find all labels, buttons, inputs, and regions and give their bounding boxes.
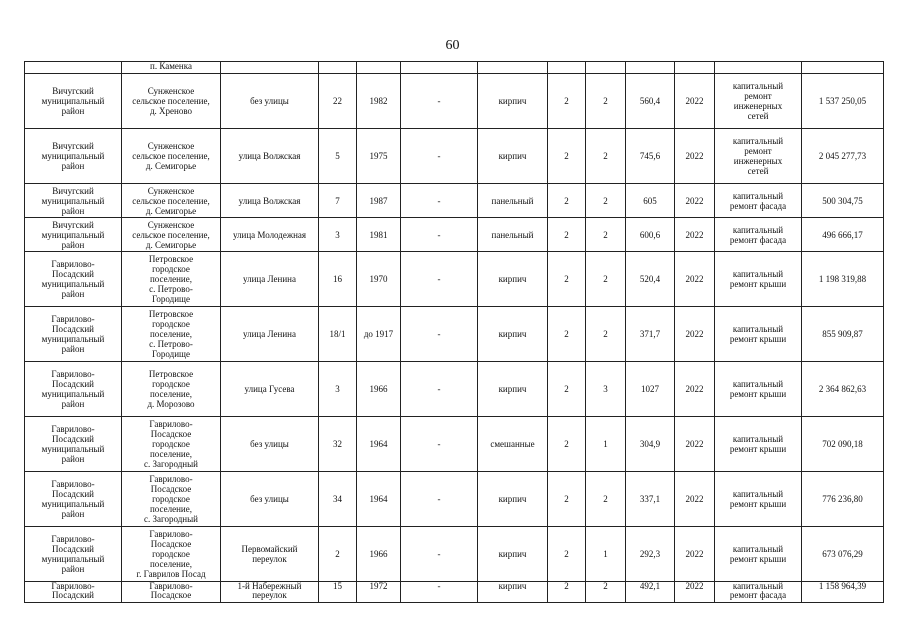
year-built-cell: 1964 — [357, 417, 401, 472]
entrances-cell: 2 — [586, 74, 626, 129]
settlement-cell: Петровское городское поселение, д. Морозово — [122, 362, 221, 417]
wall-material-cell: панельный — [478, 218, 548, 252]
floors-cell: 2 — [548, 527, 586, 582]
district-cell: Гаврилово- Посадский муниципальный район — [25, 362, 122, 417]
street-cell: Первомайский переулок — [221, 527, 319, 582]
district-cell: Вичугский муниципальный район — [25, 129, 122, 184]
house-number-cell: 34 — [319, 472, 357, 527]
house-number-cell — [319, 62, 357, 74]
year-built-cell: 1964 — [357, 472, 401, 527]
repair-type-cell: капитальный ремонт крыши — [715, 417, 802, 472]
year-commissioned-cell: - — [401, 252, 478, 307]
street-cell: без улицы — [221, 472, 319, 527]
district-cell: Гаврилово- Посадский муниципальный район — [25, 472, 122, 527]
year-commissioned-cell: - — [401, 582, 478, 603]
repair-type-cell: капитальный ремонт крыши — [715, 472, 802, 527]
area-cell: 600,6 — [626, 218, 675, 252]
street-cell — [221, 62, 319, 74]
repair-type-cell: капитальный ремонт фасада — [715, 184, 802, 218]
year-commissioned-cell: - — [401, 472, 478, 527]
house-number-cell: 32 — [319, 417, 357, 472]
floors-cell: 2 — [548, 582, 586, 603]
settlement-cell: Петровское городское поселение, с. Петрово- Городище — [122, 307, 221, 362]
entrances-cell: 2 — [586, 218, 626, 252]
repair-type-cell: капитальный ремонт инженерных сетей — [715, 74, 802, 129]
year-commissioned-cell: - — [401, 218, 478, 252]
year-commissioned-cell: - — [401, 129, 478, 184]
wall-material-cell: кирпич — [478, 362, 548, 417]
district-cell: Гаврилово- Посадский муниципальный район — [25, 307, 122, 362]
area-cell: 371,7 — [626, 307, 675, 362]
district-cell: Гаврилово- Посадский — [25, 582, 122, 603]
floors-cell: 2 — [548, 417, 586, 472]
settlement-cell: Гаврилово- Посадское городское поселение, г. Гаврилов Посад — [122, 527, 221, 582]
year-built-cell: 1975 — [357, 129, 401, 184]
cost-cell: 500 304,75 — [802, 184, 884, 218]
entrances-cell: 3 — [586, 362, 626, 417]
cost-cell — [802, 62, 884, 74]
entrances-cell: 2 — [586, 582, 626, 603]
district-cell: Гаврилово- Посадский муниципальный район — [25, 527, 122, 582]
house-number-cell: 7 — [319, 184, 357, 218]
repair-year-cell: 2022 — [675, 307, 715, 362]
area-cell: 560,4 — [626, 74, 675, 129]
district-cell: Вичугский муниципальный район — [25, 184, 122, 218]
cost-cell: 1 537 250,05 — [802, 74, 884, 129]
house-number-cell: 3 — [319, 218, 357, 252]
year-built-cell: 1966 — [357, 527, 401, 582]
entrances-cell: 2 — [586, 252, 626, 307]
table-row — [25, 62, 884, 74]
repair-year-cell: 2022 — [675, 74, 715, 129]
house-number-cell: 16 — [319, 252, 357, 307]
entrances-cell: 1 — [586, 527, 626, 582]
entrances-cell: 2 — [586, 472, 626, 527]
year-commissioned-cell: - — [401, 74, 478, 129]
cost-cell: 1 158 964,39 — [802, 582, 884, 603]
repair-year-cell: 2022 — [675, 184, 715, 218]
table-row — [25, 74, 884, 129]
area-cell: 745,6 — [626, 129, 675, 184]
year-built-cell: 1972 — [357, 582, 401, 603]
entrances-cell: 2 — [586, 184, 626, 218]
table-row — [25, 472, 884, 527]
floors-cell: 2 — [548, 307, 586, 362]
repair-year-cell: 2022 — [675, 218, 715, 252]
year-built-cell: 1987 — [357, 184, 401, 218]
entrances-cell — [586, 62, 626, 74]
settlement-cell: Гаврилово- Посадское городское поселение, с. Загородный — [122, 472, 221, 527]
area-cell: 605 — [626, 184, 675, 218]
street-cell: без улицы — [221, 417, 319, 472]
year-built-cell: 1982 — [357, 74, 401, 129]
year-commissioned-cell: - — [401, 417, 478, 472]
year-commissioned-cell: - — [401, 307, 478, 362]
street-cell: улица Ленина — [221, 252, 319, 307]
house-number-cell: 3 — [319, 362, 357, 417]
repair-type-cell: капитальный ремонт крыши — [715, 362, 802, 417]
repair-type-cell: капитальный ремонт инженерных сетей — [715, 129, 802, 184]
entrances-cell: 1 — [586, 417, 626, 472]
settlement-cell: Гаврилово- Посадское — [122, 582, 221, 603]
wall-material-cell: кирпич — [478, 252, 548, 307]
settlement-cell: Гаврилово- Посадское городское поселение, с. Загородный — [122, 417, 221, 472]
repair-year-cell: 2022 — [675, 527, 715, 582]
floors-cell — [548, 62, 586, 74]
district-cell: Гаврилово- Посадский муниципальный район — [25, 252, 122, 307]
repair-year-cell: 2022 — [675, 362, 715, 417]
repair-year-cell: 2022 — [675, 252, 715, 307]
page-number: 60 — [445, 38, 460, 53]
year-commissioned-cell: - — [401, 527, 478, 582]
floors-cell: 2 — [548, 218, 586, 252]
area-cell: 337,1 — [626, 472, 675, 527]
district-cell: Вичугский муниципальный район — [25, 74, 122, 129]
settlement-cell: Сунженское сельское поселение, д. Семигорье — [122, 184, 221, 218]
cost-cell: 702 090,18 — [802, 417, 884, 472]
entrances-cell: 2 — [586, 307, 626, 362]
repair-year-cell: 2022 — [675, 472, 715, 527]
repair-year-cell: 2022 — [675, 417, 715, 472]
street-cell: улица Ленина — [221, 307, 319, 362]
area-cell — [626, 62, 675, 74]
table-row — [25, 417, 884, 472]
floors-cell: 2 — [548, 74, 586, 129]
cost-cell: 2 045 277,73 — [802, 129, 884, 184]
street-cell: улица Молодежная — [221, 218, 319, 252]
wall-material-cell: кирпич — [478, 527, 548, 582]
house-number-cell: 15 — [319, 582, 357, 603]
repair-year-cell — [675, 62, 715, 74]
district-cell: Гаврилово- Посадский муниципальный район — [25, 417, 122, 472]
cost-cell: 776 236,80 — [802, 472, 884, 527]
wall-material-cell: кирпич — [478, 472, 548, 527]
repair-type-cell: капитальный ремонт крыши — [715, 527, 802, 582]
district-cell — [25, 62, 122, 74]
area-cell: 1027 — [626, 362, 675, 417]
wall-material-cell: кирпич — [478, 582, 548, 603]
settlement-cell: п. Каменка — [122, 62, 221, 74]
settlement-cell: Петровское городское поселение, с. Петрово- Городище — [122, 252, 221, 307]
year-commissioned-cell: - — [401, 184, 478, 218]
cost-cell: 2 364 862,63 — [802, 362, 884, 417]
repair-type-cell: капитальный ремонт крыши — [715, 307, 802, 362]
repair-year-cell: 2022 — [675, 582, 715, 603]
year-built-cell — [357, 62, 401, 74]
table-row — [25, 582, 884, 603]
floors-cell: 2 — [548, 184, 586, 218]
year-commissioned-cell — [401, 62, 478, 74]
house-number-cell: 18/1 — [319, 307, 357, 362]
repair-type-cell: капитальный ремонт крыши — [715, 252, 802, 307]
year-built-cell: 1966 — [357, 362, 401, 417]
settlement-cell: Сунженское сельское поселение, д. Семигорье — [122, 218, 221, 252]
house-number-cell: 5 — [319, 129, 357, 184]
wall-material-cell: кирпич — [478, 307, 548, 362]
wall-material-cell: кирпич — [478, 129, 548, 184]
area-cell: 304,9 — [626, 417, 675, 472]
wall-material-cell: панельный — [478, 184, 548, 218]
house-number-cell: 2 — [319, 527, 357, 582]
table-row — [25, 252, 884, 307]
area-cell: 492,1 — [626, 582, 675, 603]
year-commissioned-cell: - — [401, 362, 478, 417]
street-cell: улица Волжская — [221, 129, 319, 184]
settlement-cell: Сунженское сельское поселение, д. Семигорье — [122, 129, 221, 184]
table-row — [25, 129, 884, 184]
street-cell: улица Гусева — [221, 362, 319, 417]
table-row — [25, 307, 884, 362]
cost-cell: 1 198 319,88 — [802, 252, 884, 307]
cost-cell: 673 076,29 — [802, 527, 884, 582]
repair-type-cell: капитальный ремонт фасада — [715, 582, 802, 603]
wall-material-cell: кирпич — [478, 74, 548, 129]
table-row — [25, 527, 884, 582]
street-cell: улица Волжская — [221, 184, 319, 218]
cost-cell: 496 666,17 — [802, 218, 884, 252]
year-built-cell: до 1917 — [357, 307, 401, 362]
table-row — [25, 362, 884, 417]
table-row — [25, 218, 884, 252]
house-number-cell: 22 — [319, 74, 357, 129]
street-cell: без улицы — [221, 74, 319, 129]
street-cell: 1-й Набережный переулок — [221, 582, 319, 603]
floors-cell: 2 — [548, 129, 586, 184]
housing-repair-table — [24, 61, 884, 603]
table-row — [25, 184, 884, 218]
district-cell: Вичугский муниципальный район — [25, 218, 122, 252]
wall-material-cell: смешанные — [478, 417, 548, 472]
repair-type-cell — [715, 62, 802, 74]
year-built-cell: 1981 — [357, 218, 401, 252]
entrances-cell: 2 — [586, 129, 626, 184]
area-cell: 292,3 — [626, 527, 675, 582]
settlement-cell: Сунженское сельское поселение, д. Хреново — [122, 74, 221, 129]
area-cell: 520,4 — [626, 252, 675, 307]
repair-year-cell: 2022 — [675, 129, 715, 184]
floors-cell: 2 — [548, 362, 586, 417]
floors-cell: 2 — [548, 252, 586, 307]
cost-cell: 855 909,87 — [802, 307, 884, 362]
year-built-cell: 1970 — [357, 252, 401, 307]
floors-cell: 2 — [548, 472, 586, 527]
repair-type-cell: капитальный ремонт фасада — [715, 218, 802, 252]
wall-material-cell — [478, 62, 548, 74]
